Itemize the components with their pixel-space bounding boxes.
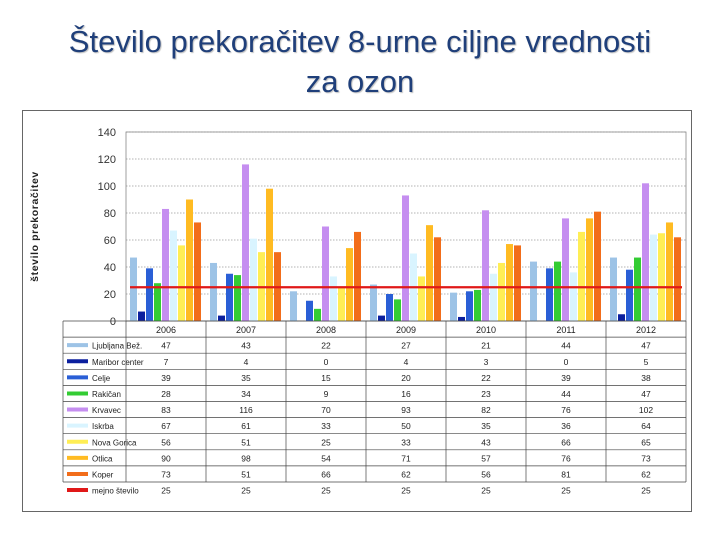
bar [306, 301, 313, 321]
legend-label: Maribor center [92, 357, 144, 367]
bar [490, 274, 497, 321]
bar [250, 239, 257, 321]
bar [162, 209, 169, 321]
bar [434, 237, 441, 321]
x-category-label: 2011 [556, 325, 576, 335]
bar [498, 263, 505, 321]
table-cell-value: 102 [638, 405, 654, 416]
table-cell-value: 47 [161, 340, 171, 351]
table-cell-value: 25 [241, 485, 251, 496]
bar [570, 272, 577, 321]
table-cell-value: 61 [241, 421, 251, 432]
bar [138, 312, 145, 321]
bar [626, 270, 633, 321]
bar [482, 210, 489, 321]
table-cell-value: 28 [161, 388, 171, 399]
table-cell-value: 34 [241, 388, 251, 399]
table-cell-value: 43 [241, 340, 251, 351]
table-cell-value: 20 [401, 372, 411, 383]
legend-label: Celje [92, 373, 111, 383]
table-cell-value: 25 [321, 485, 331, 496]
table-cell-value: 39 [161, 372, 171, 383]
table-cell-value: 81 [561, 469, 571, 480]
bar [386, 294, 393, 321]
bar [226, 274, 233, 321]
table-cell-value: 62 [641, 469, 651, 480]
table-cell-value: 47 [641, 388, 651, 399]
bar [330, 276, 337, 321]
table-cell-value: 25 [641, 485, 651, 496]
chart-frame [22, 110, 692, 512]
table-cell-value: 50 [401, 421, 411, 432]
y-tick-label: 60 [103, 235, 116, 247]
table-cell-value: 21 [481, 340, 491, 351]
bar [170, 231, 177, 321]
table-cell-value: 56 [481, 469, 491, 480]
table-cell-value: 73 [161, 469, 171, 480]
y-tick-label: 0 [109, 316, 116, 328]
table-cell-value: 62 [401, 469, 411, 480]
bar [242, 164, 249, 321]
legend-label: Ljubljana Bež. [92, 341, 143, 351]
bar [378, 316, 385, 321]
table-cell-value: 43 [481, 437, 491, 448]
table-cell-value: 90 [161, 453, 171, 464]
x-category-label: 2008 [315, 325, 337, 335]
table-cell-value: 56 [161, 437, 171, 448]
table-cell-value: 71 [401, 453, 411, 464]
table-cell-value: 65 [641, 437, 651, 448]
table-cell-value: 66 [321, 469, 331, 480]
table-cell-value: 64 [641, 421, 651, 432]
x-category-label: 2010 [475, 325, 497, 335]
table-cell-value: 5 [643, 356, 649, 367]
bar [266, 189, 273, 321]
legend-label: Koper [92, 470, 114, 480]
y-tick-label: 100 [97, 181, 116, 193]
table-cell-value: 76 [561, 405, 571, 416]
bar [650, 235, 657, 321]
table-cell-value: 0 [563, 356, 569, 367]
legend-label: Nova Gorica [92, 438, 137, 448]
slide-title [0, 22, 720, 102]
bar [506, 244, 513, 321]
bar [146, 268, 153, 321]
table-cell-value: 93 [401, 405, 411, 416]
bar [586, 218, 593, 321]
legend-label: Krvavec [92, 406, 121, 416]
table-cell-value: 35 [241, 372, 251, 383]
table-cell-value: 98 [241, 453, 251, 464]
y-tick-label: 80 [103, 208, 116, 220]
table-cell-value: 25 [401, 485, 411, 496]
table-cell-value: 16 [401, 388, 411, 399]
bar [578, 232, 585, 321]
bar [370, 285, 377, 321]
table-cell-value: 57 [481, 453, 491, 464]
bar [322, 227, 329, 322]
legend-label: Rakičan [92, 389, 121, 399]
y-tick-label: 40 [103, 262, 116, 274]
table-cell-value: 33 [321, 421, 331, 432]
bar [466, 291, 473, 321]
table-cell-value: 51 [241, 469, 251, 480]
table-cell-value: 4 [243, 356, 249, 367]
bar [394, 299, 401, 321]
table-cell-value: 4 [403, 356, 409, 367]
slide-title-line-1: Število prekoračitev 8-urne ciljne vrednosti [68, 24, 652, 59]
table-cell-value: 35 [481, 421, 491, 432]
table-cell-value: 54 [321, 453, 331, 464]
table-cell-value: 33 [401, 437, 411, 448]
chart-svg [23, 111, 691, 511]
bar [418, 276, 425, 321]
bar [674, 237, 681, 321]
table-cell-value: 73 [641, 453, 651, 464]
bar [346, 248, 353, 321]
bar [562, 218, 569, 321]
table-cell-value: 66 [561, 437, 571, 448]
y-tick-label: 20 [103, 289, 116, 301]
bar [338, 287, 345, 321]
bar [402, 195, 409, 321]
bar [218, 316, 225, 321]
bar [234, 275, 241, 321]
bar [530, 262, 537, 321]
table-cell-value: 76 [561, 453, 571, 464]
bar [474, 290, 481, 321]
bar [554, 262, 561, 321]
y-tick-label: 140 [97, 127, 116, 139]
table-cell-value: 9 [323, 388, 329, 399]
bar [618, 314, 625, 321]
table-cell-value: 39 [561, 372, 571, 383]
table-cell-value: 0 [323, 356, 329, 367]
bar [634, 258, 641, 321]
table-cell-value: 25 [561, 485, 571, 496]
bar [314, 309, 321, 321]
table-cell-value: 3 [483, 356, 489, 367]
bar [642, 183, 649, 321]
bar [354, 232, 361, 321]
legend-label: mejno število [92, 486, 139, 496]
table-cell-value: 22 [321, 340, 331, 351]
bar [666, 222, 673, 321]
table-cell-value: 82 [481, 405, 491, 416]
x-category-label: 2007 [235, 325, 257, 335]
bar [130, 258, 137, 321]
table-cell-value: 22 [481, 372, 491, 383]
x-category-label: 2009 [395, 325, 417, 335]
bar [594, 212, 601, 321]
table-cell-value: 36 [561, 421, 571, 432]
table-cell-value: 23 [481, 388, 491, 399]
table-cell-value: 25 [161, 485, 171, 496]
table-cell-value: 116 [239, 405, 253, 416]
x-category-label: 2006 [155, 325, 177, 335]
table-cell-value: 38 [641, 372, 651, 383]
bar [194, 222, 201, 321]
table-cell-value: 44 [561, 388, 571, 399]
bar [610, 258, 617, 321]
bar [426, 225, 433, 321]
bar [450, 293, 457, 321]
bar [458, 317, 465, 321]
table-cell-value: 70 [321, 405, 331, 416]
y-tick-label: 120 [97, 154, 116, 166]
bar [546, 268, 553, 321]
bar [514, 245, 521, 321]
table-cell-value: 25 [321, 437, 331, 448]
table-cell-value: 15 [321, 372, 331, 383]
legend-label: Iskrba [92, 422, 114, 432]
slide-title-line-2: za ozon [305, 64, 415, 99]
table-cell-value: 51 [241, 437, 251, 448]
bar [186, 200, 193, 322]
y-axis-label: število prekoračitev [29, 171, 41, 282]
legend-label: Otlica [92, 454, 113, 464]
bar [210, 263, 217, 321]
bar [154, 283, 161, 321]
table-cell-value: 67 [161, 421, 171, 432]
bar [290, 291, 297, 321]
bar [658, 233, 665, 321]
table-cell-value: 27 [401, 340, 411, 351]
bar [178, 245, 185, 321]
table-cell-value: 47 [641, 340, 651, 351]
x-category-label: 2012 [635, 325, 657, 335]
table-cell-value: 44 [561, 340, 571, 351]
table-cell-value: 7 [163, 356, 169, 367]
table-cell-value: 25 [481, 485, 491, 496]
table-cell-value: 83 [161, 405, 171, 416]
